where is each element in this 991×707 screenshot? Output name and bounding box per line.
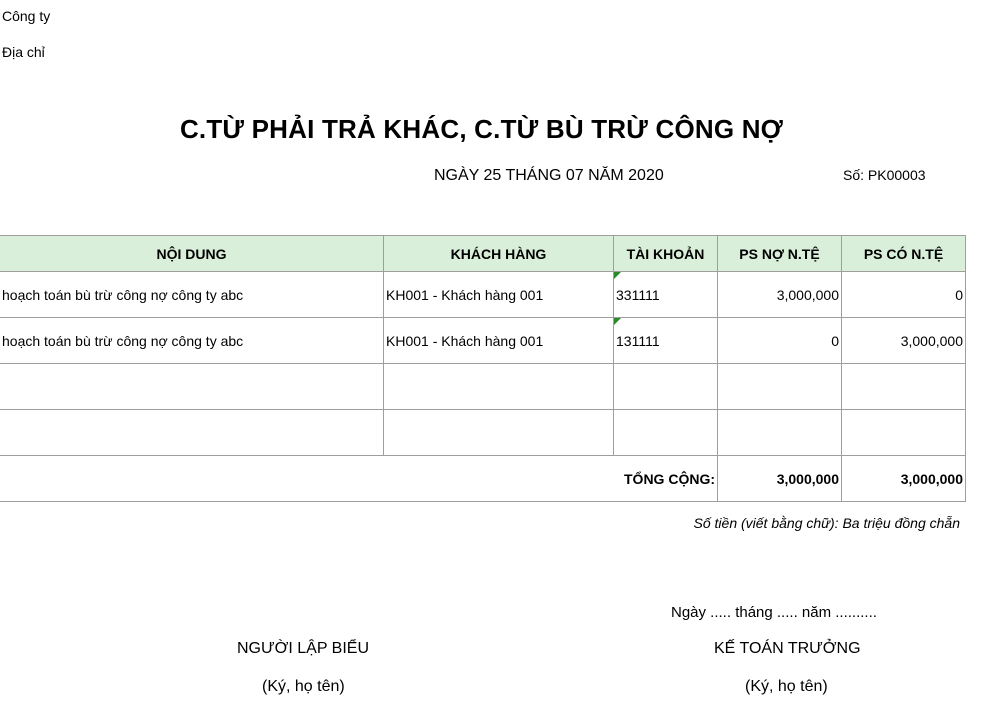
document-date: NGÀY 25 THÁNG 07 NĂM 2020: [434, 167, 664, 184]
cell-empty[interactable]: [842, 364, 966, 410]
voucher-table: [0, 235, 966, 502]
table-row-empty: [0, 410, 966, 456]
cell-account[interactable]: [614, 272, 718, 318]
cell-empty[interactable]: [384, 364, 614, 410]
cell-debit[interactable]: 3,000,000: [718, 272, 842, 318]
cell-content[interactable]: hoạch toán bù trừ công nợ công ty abc: [0, 318, 384, 364]
table-row: [0, 272, 966, 318]
table-row-empty: [0, 364, 966, 410]
cell-empty[interactable]: [842, 410, 966, 456]
column-header-customer: KHÁCH HÀNG: [384, 236, 614, 272]
cell-account-value: 331111: [616, 286, 660, 303]
cell-empty[interactable]: [718, 364, 842, 410]
signature-date: Ngày ..... tháng ..... năm ..........: [671, 604, 877, 621]
document-number: Số: PK00003: [843, 167, 926, 183]
column-header-account: TÀI KHOẢN: [614, 236, 718, 272]
column-header-debit: PS NỢ N.TỆ: [718, 236, 842, 272]
cell-empty[interactable]: [614, 364, 718, 410]
total-credit: 3,000,000: [842, 456, 966, 502]
preparer-title: NGƯỜI LẬP BIỂU: [237, 640, 370, 657]
table-row: [0, 318, 966, 364]
cell-account-value: 131111: [616, 332, 660, 349]
cell-empty[interactable]: [0, 410, 384, 456]
document-title: C.TỪ PHẢI TRẢ KHÁC, C.TỪ BÙ TRỪ CÔNG NỢ: [179, 114, 784, 144]
cell-comment-flag-icon: [614, 272, 621, 279]
cell-empty[interactable]: [0, 364, 384, 410]
cell-comment-flag-icon: [614, 318, 621, 325]
cell-credit[interactable]: 3,000,000: [842, 318, 966, 364]
cell-empty[interactable]: [614, 410, 718, 456]
cell-customer[interactable]: KH001 - Khách hàng 001: [384, 272, 614, 318]
table-header-row: [0, 236, 966, 272]
cell-credit[interactable]: 0: [842, 272, 966, 318]
amount-in-words: Số tiền (viết bằng chữ): Ba triệu đồng chẵn: [693, 515, 960, 531]
chief-accountant-title: KẾ TOÁN TRƯỞNG: [714, 640, 861, 657]
column-header-content: NỘI DUNG: [0, 236, 384, 272]
column-header-credit: PS CÓ N.TỆ: [842, 236, 966, 272]
table-total-row: [0, 456, 966, 502]
cell-empty[interactable]: [718, 410, 842, 456]
cell-content[interactable]: hoạch toán bù trừ công nợ công ty abc: [0, 272, 384, 318]
cell-empty[interactable]: [384, 410, 614, 456]
address-label: Địa chỉ: [2, 44, 45, 60]
cell-customer[interactable]: KH001 - Khách hàng 001: [384, 318, 614, 364]
chief-sign-note: (Ký, họ tên): [745, 678, 828, 695]
cell-debit[interactable]: 0: [718, 318, 842, 364]
total-debit: 3,000,000: [718, 456, 842, 502]
total-label: TỔNG CỘNG:: [0, 456, 718, 502]
preparer-sign-note: (Ký, họ tên): [262, 678, 345, 695]
company-label: Công ty: [2, 8, 51, 24]
cell-account[interactable]: [614, 318, 718, 364]
